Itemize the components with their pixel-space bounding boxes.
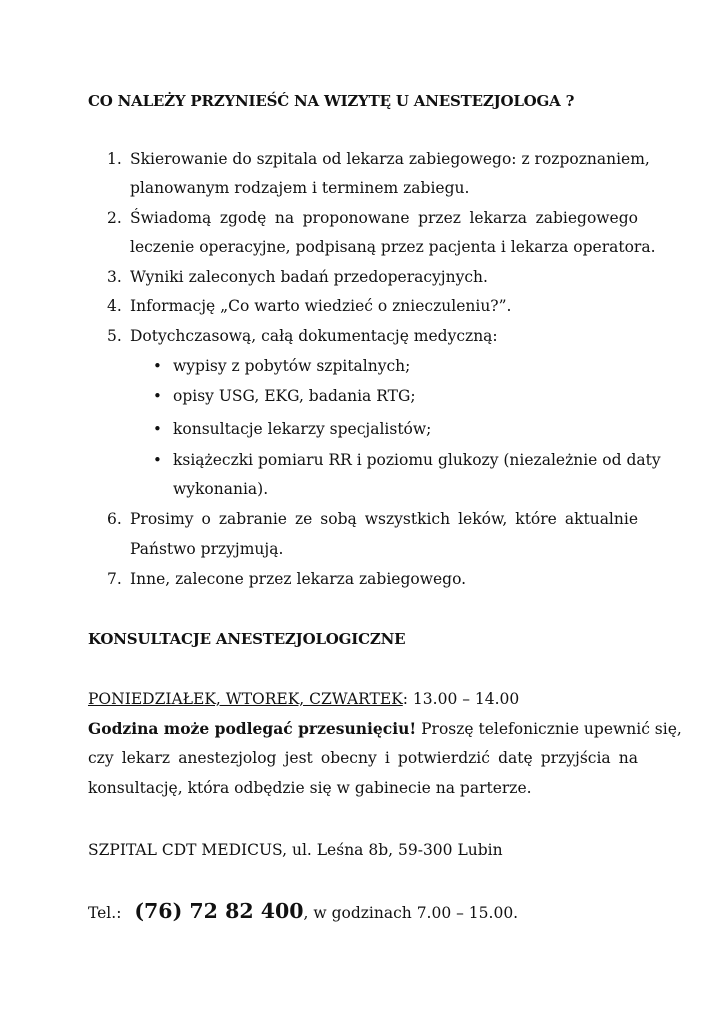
list-number: 1. (107, 150, 122, 168)
list-item-text: Świadomą zgodę na proponowane przez lekarza zabiegowego (130, 209, 638, 227)
tel-label: Tel.: (88, 904, 127, 922)
phone-number: (76) 72 82 400 (134, 899, 304, 923)
list-number: 3. (107, 268, 122, 286)
bullet-item-text: wypisy z pobytów szpitalnych; (173, 357, 411, 375)
list-number: 6. (107, 510, 122, 528)
list-number: 2. (107, 209, 122, 227)
consultation-days: PONIEDZIAŁEK, WTOREK, CZWARTEK (88, 690, 403, 708)
list-item-text: Skierowanie do szpitala od lekarza zabiegowego: z rozpoznaniem, (130, 150, 650, 168)
list-item-text: planowanym rodzajem i terminem zabiegu. (130, 179, 470, 197)
list-number: 7. (107, 570, 122, 588)
bullet-icon: • (153, 387, 162, 405)
bullet-item-text: wykonania). (173, 480, 269, 498)
list-item-text: Prosimy o zabranie ze sobą wszystkich leków, które aktualnie (130, 510, 638, 528)
tel-hours: , w godzinach 7.00 – 15.00. (303, 904, 519, 922)
bullet-icon: • (153, 357, 162, 375)
list-item-text: Inne, zalecone przez lekarza zabiegowego. (130, 570, 467, 588)
section-title-what-to-bring: CO NALEŻY PRZYNIEŚĆ NA WIZYTĘ U ANESTEZJOLOGA ? (88, 92, 575, 110)
list-item-text: Państwo przyjmują. (130, 540, 284, 558)
list-number: 5. (107, 327, 122, 345)
consultation-note-line (88, 719, 682, 738)
bullet-item-text: opisy USG, EKG, badania RTG; (173, 387, 416, 405)
list-number: 4. (107, 297, 122, 315)
list-item-text: leczenie operacyjne, podpisaną przez pacjenta i lekarza operatora. (130, 238, 656, 256)
warning-text: Godzina może podlegać przesunięciu! (88, 719, 417, 738)
list-item-text: Dotychczasową, całą dokumentację medyczną: (130, 327, 498, 345)
list-item-text: Wyniki zaleconych badań przedoperacyjnych. (130, 268, 488, 286)
bullet-item-text: książeczki pomiaru RR i poziomu glukozy (niezależnie od daty (173, 451, 661, 469)
telephone-info (88, 899, 518, 923)
bullet-icon: • (153, 451, 162, 469)
bullet-item-text: konsultacje lekarzy specjalistów; (173, 420, 432, 438)
consultation-note-line: konsultację, która odbędzie się w gabinecie na parterze. (88, 779, 532, 797)
consultation-note-line: czy lekarz anestezjolog jest obecny i potwierdzić datę przyjścia na (88, 749, 638, 767)
hospital-address: SZPITAL CDT MEDICUS, ul. Leśna 8b, 59-300 Lubin (88, 841, 503, 859)
note-text: Proszę telefonicznie upewnić się, (416, 720, 682, 738)
bullet-icon: • (153, 420, 162, 438)
section-title-consultations: KONSULTACJE ANESTEZJOLOGICZNE (88, 630, 406, 648)
list-item-text: Informację „Co warto wiedzieć o znieczuleniu?”. (130, 297, 512, 315)
consultation-hours: : 13.00 – 14.00 (402, 690, 520, 708)
consultation-schedule (88, 690, 519, 708)
